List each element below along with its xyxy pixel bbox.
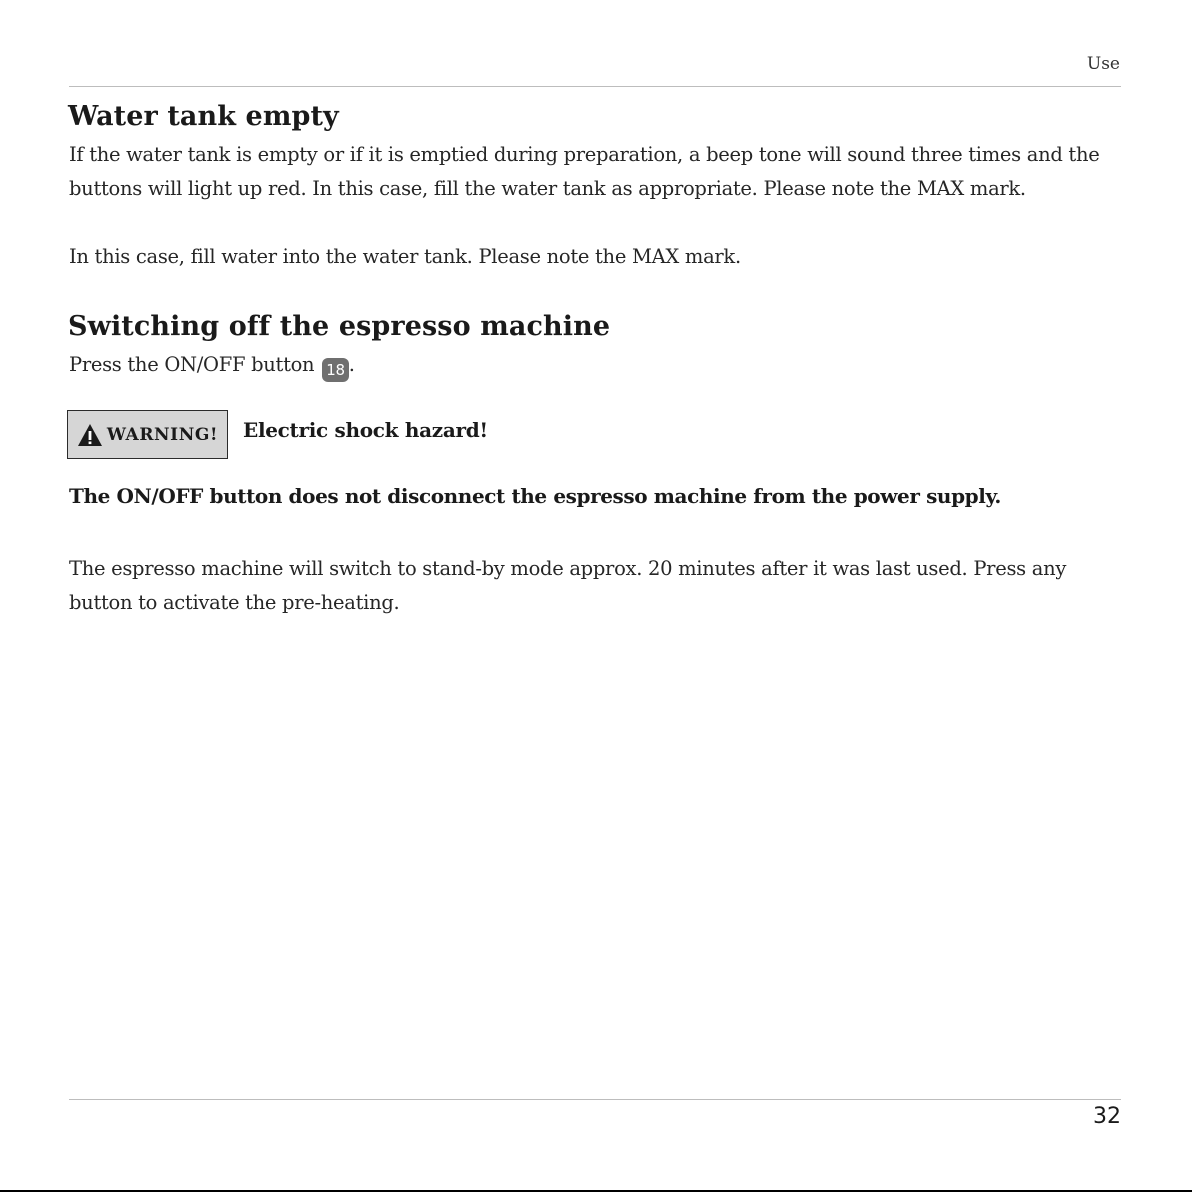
water-tank-heading: Water tank empty bbox=[68, 101, 339, 132]
warning-bold-statement: The ON/OFF button does not disconnect the espresso machine from the power supply. bbox=[69, 484, 1001, 508]
water-tank-paragraph-1: If the water tank is empty or if it is emptied during preparation, a beep tone will sound three times and the buttons will light up red. In this case, fill the water tank as appropriate. Please note the MAX mark. bbox=[69, 143, 1100, 200]
switching-off-heading: Switching off the espresso machine bbox=[68, 311, 611, 342]
button-reference-badge: 18 bbox=[322, 358, 349, 382]
standby-paragraph: The espresso machine will switch to stand-by mode approx. 20 minutes after it was last used. Press any button to activate the pre-heating. bbox=[69, 557, 1067, 614]
water-tank-paragraph-2: In this case, fill water into the water tank. Please note the MAX mark. bbox=[69, 245, 741, 268]
warning-triangle-icon bbox=[77, 423, 103, 447]
instruction-text: Press the ON/OFF button bbox=[69, 353, 321, 376]
warning-label: WARNING! bbox=[106, 424, 219, 445]
instruction-end: . bbox=[348, 353, 355, 376]
warning-title: Electric shock hazard! bbox=[243, 418, 488, 442]
section-header-label: Use bbox=[1086, 54, 1120, 74]
switching-off-instruction bbox=[69, 348, 1129, 382]
warning-badge bbox=[67, 410, 228, 459]
header-divider bbox=[69, 86, 1121, 87]
page-number: 32 bbox=[1093, 1104, 1121, 1129]
footer-divider bbox=[69, 1099, 1121, 1100]
